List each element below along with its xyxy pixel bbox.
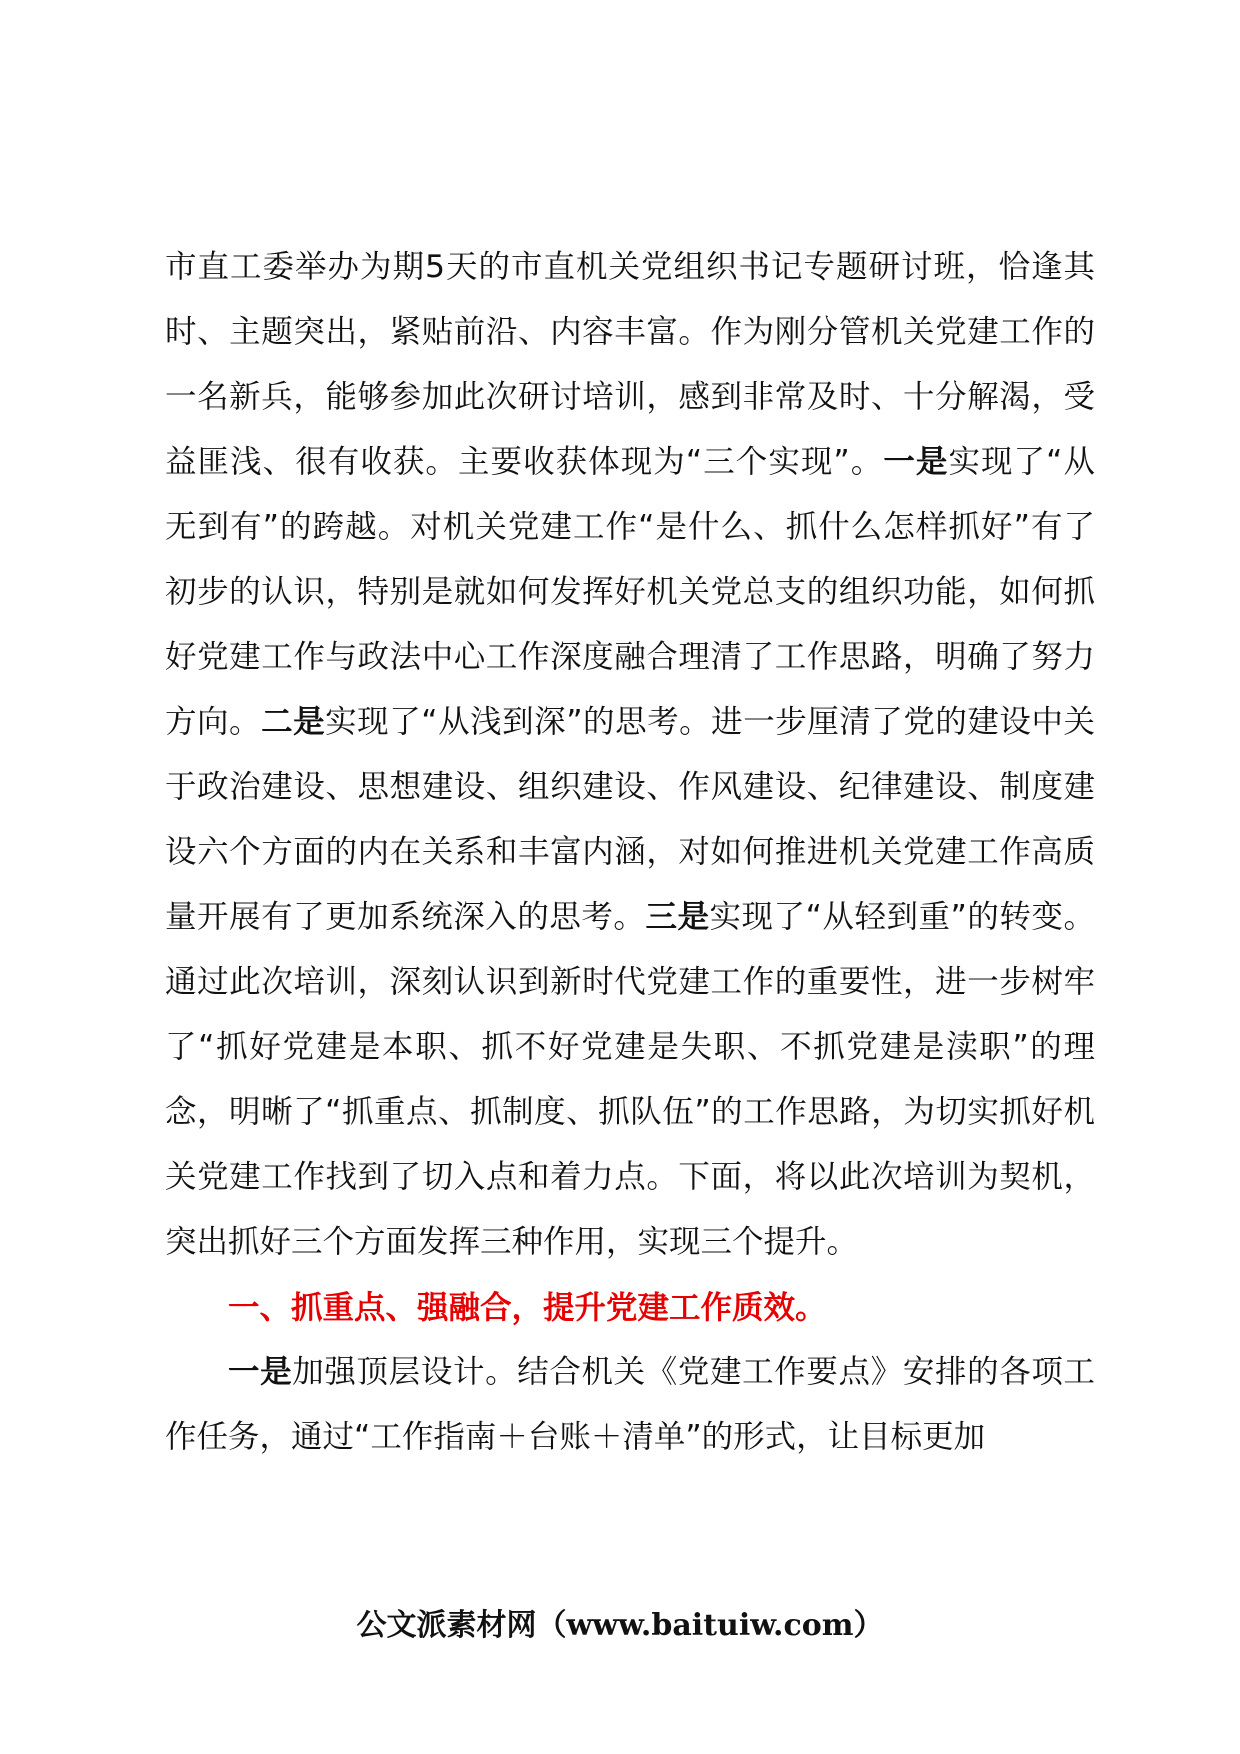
intro-text-1: 市直工委举办为期5天的市直机关党组织书记专题研讨班，恰逢其时、主题突出，紧贴前沿、内容丰富。作为刚分管机关党建工作的一名新兵，能够参加此次研讨培训，感到非常及时、十分解渴，受益匪浅、很有收获。主要收获体现为“三个实现”。 [165,249,1095,480]
section-text: 加强顶层设计。结合机关《党建工作要点》安排的各项工作任务，通过“工作指南＋台账＋清单”的形式，让目标更加 [165,1354,1095,1455]
intro-text-4: 实现了“从轻到重”的转变。通过此次培训，深刻认识到新时代党建工作的重要性，进一步树牢了“抓好党建是本职、抓不好党建是失职、不抓党建是渎职”的理念，明晰了“抓重点、抓制度、抓队伍”的工作思路，为切实抓好机关党建工作找到了切入点和着力点。下面，将以此次培训为契机，突出抓好三个方面发挥三种作用，实现三个提升。 [165,899,1095,1260]
footer-watermark: 公文派素材网（www.baituiw.com） [356,1608,884,1643]
marker-one: 一是 [883,444,949,480]
section-paragraph [165,1340,1095,1470]
intro-text-3: 实现了“从浅到深”的思考。进一步厘清了党的建设中关于政治建设、思想建设、组织建设、作风建设、纪律建设、制度建设六个方面的内在关系和丰富内涵，对如何推进机关党建工作高质量开展有了更加系统深入的思考。 [165,704,1095,935]
marker-two: 二是 [261,704,326,740]
intro-text-2: 实现了“从无到有”的跨越。对机关党建工作“是什么、抓什么怎样抓好”有了初步的认识，特别是就如何发挥好机关党总支的组织功能，如何抓好党建工作与政法中心工作深度融合理清了工作思路，明确了努力方向。 [165,444,1095,740]
marker-three: 三是 [645,899,710,935]
section-marker-one: 一是 [228,1354,293,1390]
document-body [165,235,1095,1470]
intro-paragraph [165,235,1095,1275]
section-heading: 一、抓重点、强融合，提升党建工作质效。 [228,1289,827,1326]
